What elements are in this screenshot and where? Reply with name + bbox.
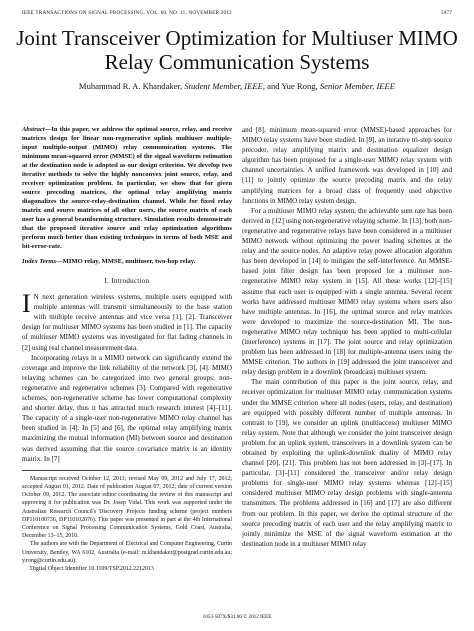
body-paragraph: and [8], minimum mean-squared error (MMSE)-based approaches for MIMO relay systems have been studied. In [9], an iterative tri-step source precoder, relay amplifying matrix and destination equalizer design algorithm has been proposed for a single-user MIMO relay system with channel uncertainties. A unified framework was developed in [10] and [11] to jointly optimize the source precoding matrix and the relay amplifying matrices for a broad class of frequently used objective functions in MIMO relay system design. [242,126,452,205]
right-column [242,125,452,549]
section-heading: I. Introduction [104,277,150,285]
copyright-text: 1053-587X/$31.00 © 2012 IEEE [202,614,272,620]
running-header [22,10,452,20]
author-role: Student Member, IEEE, [184,81,265,91]
author-name: Yue Rong, [281,81,318,91]
page-number: 5977 [440,10,452,16]
intro-paragraph-text: N next generation wireless systems, multiple users equipped with multiple antennas will transmit simultaneously to the base station with multiple receive antennas and vice versa [1], [2]. Transceiver design for multiuser MIMO systems has been studied in [1]. The capacity of multiuser MIMO systems was investigated for flat fading channels in [2] using real channel measurement data. [22,293,232,352]
abstract-text: —In this paper, we address the optimal source, relay, and receive matrices design for linear non-regenerative uplink multiuser multiple-input multiple-output (MIMO) relay communication systems. The minimum mean-squared error (MMSE) of the signal waveform estimation at the destination node is adopted as our design criterion. We develop two iterative methods to solve the highly nonconvex joint source, relay, and receiver optimization problem. In particular, we show that for given source precoding matrices, the optimal relay amplifying matrix diagonalizes the source-relay-destination channel. While for fixed relay matrix and source matrices of all other users, the source matrix of each user has a general beamforming structure. Simulation results demonstrate that the proposed iterative source and relay optimization algorithms perform much better than existing techniques in terms of both MSE and bit-error-rate. [22,126,232,250]
author-conjunction: and [267,81,280,91]
intro-paragraph: Incorporating relays in a MIMO network can significantly extend the coverage and improve the link reliability of the network [3], [4]. MIMO relaying schemes can be categorized into two general groups: non-regenerative and regenerative schemes [3]. Compared with regenerative schemes, non-regenerative scheme has lower computational complexity and shorter delay, thus it has attracted much research interest [4]–[11]. The capacity of a single-user non-regenerative MIMO relay channel has been studied in [4]. In [5] and [6], the optimal relay amplifying matrix maximizing the mutual information (MI) between source and destination was derived assuming that the source covariance matrix is an identity matrix. In [7] [22,353,232,463]
copyright-footer [0,614,474,620]
drop-cap: I [22,289,31,319]
footnote [22,470,232,573]
author-line [0,81,474,91]
abstract [22,125,232,251]
author-role: Senior Member, IEEE [319,81,396,91]
index-terms [22,257,232,266]
abstract-label: Abstract [22,126,45,133]
body-paragraph: For a multiuser MIMO relay system, the achievable sum rate has been derived in [12] using non-regenerative relaying scheme. In [13], both non-regenerative and regenerative relays have been considered in a multiuser MIMO network without optimizing the power loading schemes at the relay and the source nodes. An adaptive relay power allocation algorithm has been developed in [14] to mitigate the self-interference. An MMSE-based joint filter design has been proposed for a multiuser non-regenerative MIMO relay system in [15]. All these works [12]–[15] assume that each user is equipped with a single antenna. Several recent works have addressed multiuser MIMO relay systems where users also have multiple antennas. In [16], the optimal source and relay matrices were developed to maximize the source-destination MI. The non-regenerative MIMO relay technique has been applied to multi-cellular (interference) systems in [17]. The joint source and relay optimization problem has been addressed in [18] for multiple-antenna users using the MMSE criterion. The authors in [19] addressed the joint transceiver and relay design problem in a downlink (broadcast) multiuser system. [242,206,452,377]
footnote-manuscript: Manuscript received October 12, 2011; revised May 09, 2012 and July 17, 2012; accepted August 01, 2012. Date of publication August 07, 2012; date of current version October 09, 2012. The associate editor coordinating the review of this manuscript and approving it for publication was Dr. Josep Vidal. This work was supported under the Australian Research Council's Discovery Projects funding scheme (project numbers DP110100736, DP110102076). This paper was presented in part at the 4th International Conference on Signal Processing Communication Systems, Gold Coast, Australia, December 13–15, 2010. [22,475,232,540]
author-name: Muhammad R. A. Khandaker, [78,81,183,91]
paper-title: Joint Transceiver Optimization for Multiuser MIMO Relay Communication Systems [16,26,458,74]
intro-paragraph [22,289,232,353]
journal-header: IEEE TRANSACTIONS ON SIGNAL PROCESSING, VOL. 60, NO. 11, NOVEMBER 2012 [22,10,232,16]
footnote-doi: Digital Object Identifier 10.1109/TSP.2012.2212013 [30,565,154,572]
left-column [22,125,232,573]
body-paragraph: The main contribution of this paper is the joint source, relay, and receiver optimization for multiuser MIMO relay communication systems under the MMSE criterion where all nodes (users, relay, and destination) are equipped with possibly different number of multiple antennas. In contrast to [19], we consider an uplink (multiaccess) multiuser MIMO relay system. Note that although we consider the joint transceiver design problem for an uplink system, transceivers in a downlink system can be obtained by exploiting the uplink-downlink duality of MIMO relay channel [20], [21]. This problem has not been addressed in [3]–[17]. In particular, [3]–[11] considered the transceiver and/or relay design problems for single-user MIMO relay systems whereas [12]–[15] considered multiuser MIMO relay design problems with single-antenna transmitters. The problems addressed in [16] and [17] are also different from our problem. In this paper, we derive the optimal structure of the source precoding matrix of each user and the relay amplifying matrix to jointly minimize the MSE of the signal waveform estimation at the destination node in a multiuser MIMO relay [242,378,452,548]
index-terms-text: —MIMO relay, MMSE, multiuser, two-hop relay. [56,258,196,265]
index-terms-label: Index Terms [22,258,57,265]
footnote-affiliation: The authors are with the Department of Electrical and Computer Engineering, Curtin University, Bentley, WA 6102, Australia (e-mail: m.khandaker@postgrad.curtin.edu.au; y.rong@curtin.edu.au). [22,541,232,564]
